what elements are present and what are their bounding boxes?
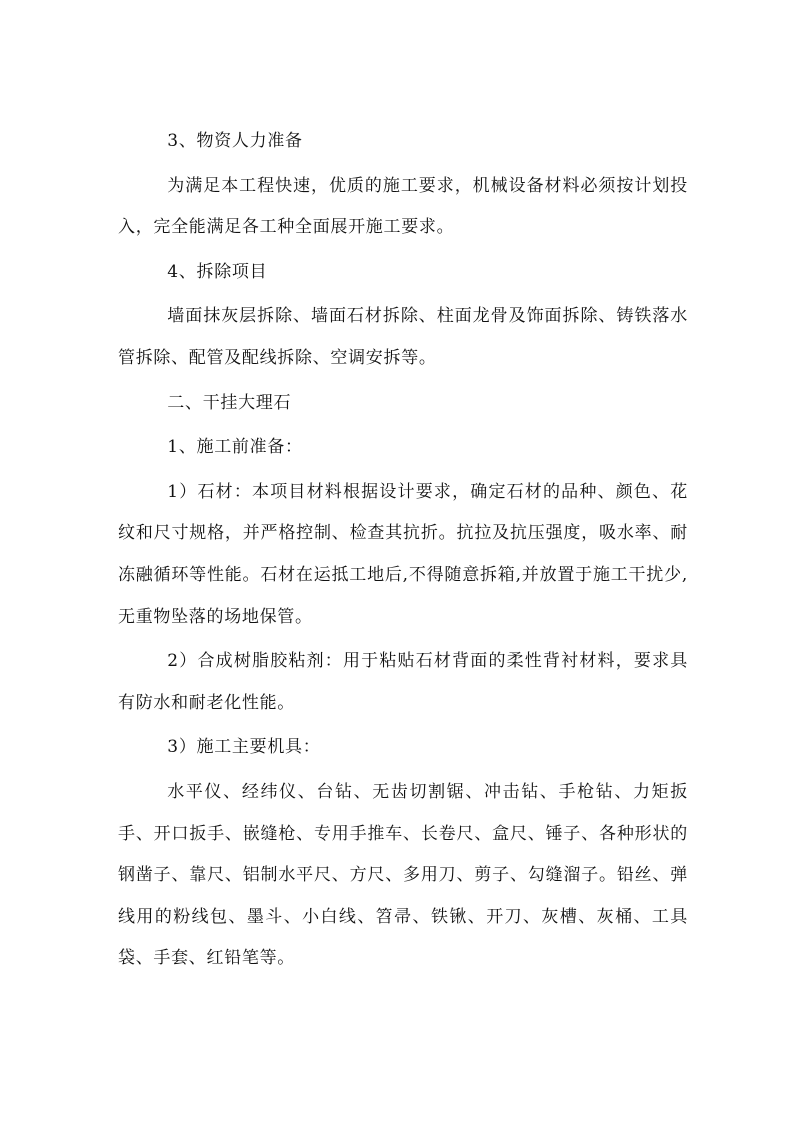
- section-heading: 1、施工前准备：: [167, 437, 303, 458]
- document-body: [118, 121, 688, 983]
- body-paragraph: 2）合成树脂胶粘剂：用于粘贴石材背面的柔性背衬材料，要求具有防水和耐老化性能。: [118, 651, 688, 713]
- body-paragraph: 墙面抹灰层拆除、墙面石材拆除、柱面龙骨及饰面拆除、铸铁落水管拆除、配管及配线拆除、空调安拆等。: [118, 306, 688, 368]
- section-heading: 4、拆除项目: [167, 261, 268, 282]
- body-paragraph: 水平仪、经纬仪、台钻、无齿切割锯、冲击钻、手枪钻、力矩扳手、开口扳手、嵌缝枪、专用手推车、长卷尺、盒尺、锤子、各种形状的钢凿子、靠尺、铝制水平尺、方尺、多用刀、剪子、勾缝溜子。铅丝、弹线用的粉线包、墨斗、小白线、笤帚、铁锹、开刀、灰槽、灰桶、工具袋、手套、红铅笔等。: [118, 781, 688, 969]
- section-heading: 3）施工主要机具：: [167, 737, 321, 758]
- body-paragraph: 为满足本工程快速，优质的施工要求，机械设备材料必须按计划投入，完全能满足各工种全面展开施工要求。: [118, 175, 688, 238]
- section-heading: 3、物资人力准备: [167, 131, 303, 151]
- body-paragraph: 1）石材：本项目材料根据设计要求，确定石材的品种、颜色、花纹和尺寸规格，并严格控制、检查其抗折。抗拉及抗压强度，吸水率、耐冻融循环等性能。石材在运抵工地后,不得随意拆箱,并放置于施工干扰少,无重物坠落的场地保管。: [118, 481, 688, 627]
- chapter-heading: 二、干挂大理石: [167, 392, 292, 413]
